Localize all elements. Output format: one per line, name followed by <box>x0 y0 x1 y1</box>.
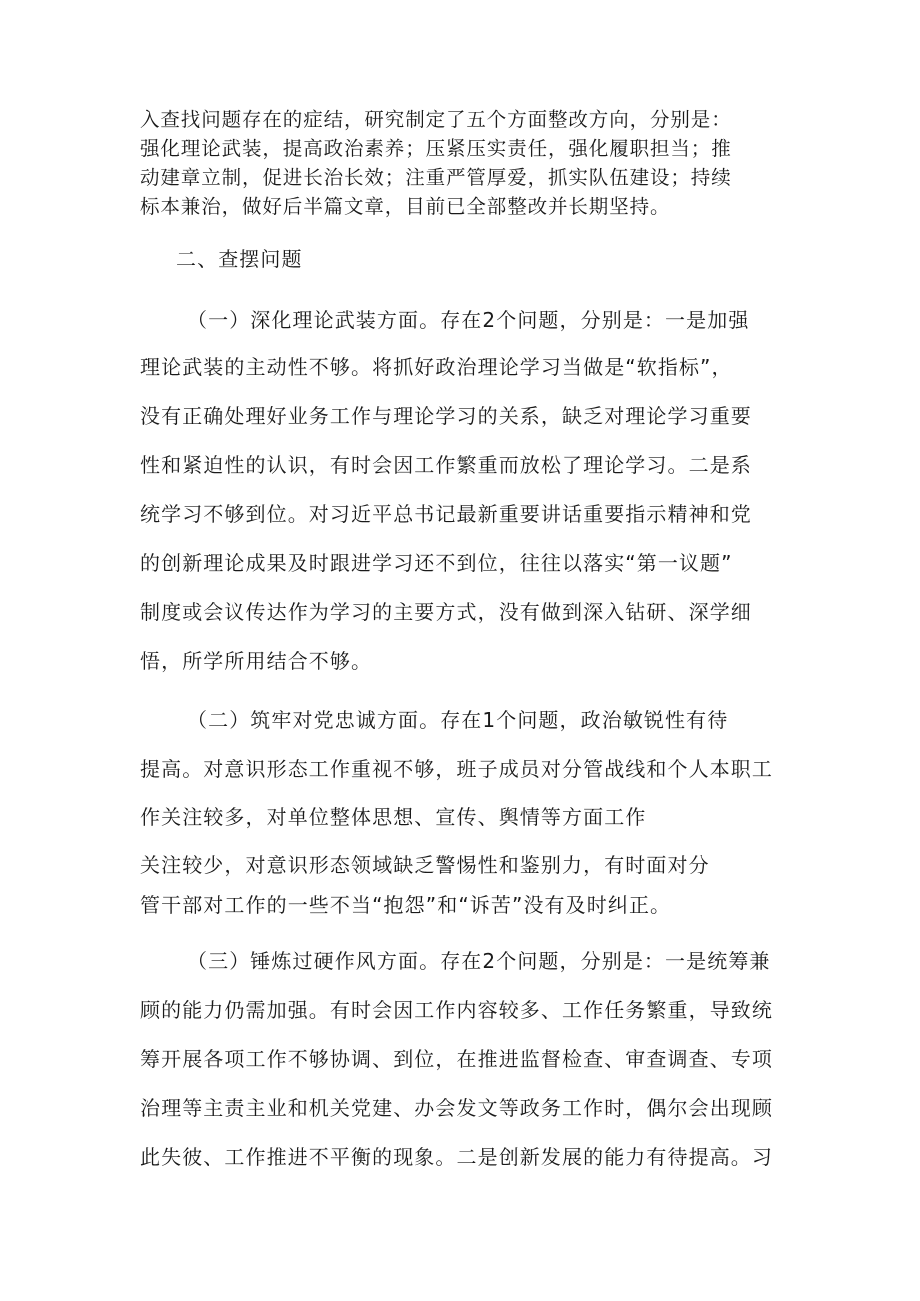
paragraph2-line-1: （二）筑牢对党忠诚方面。存在1个问题，政治敏锐性有待 <box>187 708 729 732</box>
paragraph3-line-4: 治理等主责主业和机关党建、办会发文等政务工作时，偶尔会出现顾 <box>140 1096 773 1120</box>
paragraph1-line-8: 悟，所学所用结合不够。 <box>140 649 373 673</box>
paragraph1-line-3: 没有正确处理好业务工作与理论学习的关系，缺乏对理论学习重要 <box>140 404 752 428</box>
paragraph2-line-2: 提高。对意识形态工作重视不够，班子成员对分管战线和个人本职工 <box>140 757 773 781</box>
intro-line-3: 动建章立制，促进长治长效；注重严管厚爱，抓实队伍建设；持续 <box>140 166 732 189</box>
paragraph3-line-1: （三）锤炼过硬作风方面。存在2个问题，分别是：一是统筹兼 <box>187 949 771 973</box>
paragraph2-line-5: 管干部对工作的一些不当“抱怨”和“诉苦”没有及时纠正。 <box>140 893 672 917</box>
intro-line-4: 标本兼治，做好后半篇文章，目前已全部整改并长期坚持。 <box>140 195 671 218</box>
paragraph3-line-5: 此失彼、工作推进不平衡的现象。二是创新发展的能力有待提高。习 <box>140 1145 773 1169</box>
paragraph1-line-1: （一）深化理论武装方面。存在2个问题，分别是：一是加强 <box>187 308 750 332</box>
paragraph3-line-3: 筹开展各项工作不够协调、到位，在推进监督检查、审查调查、专项 <box>140 1047 773 1071</box>
paragraph2-line-3: 作关注较多，对单位整体思想、宣传、舆情等方面工作 <box>140 805 647 829</box>
section-heading: 二、查摆问题 <box>176 247 303 271</box>
paragraph1-line-5: 统学习不够到位。对习近平总书记最新重要讲话重要指示精神和党 <box>140 502 752 526</box>
intro-line-2: 强化理论武装，提高政治素养；压紧压实责任，强化履职担当；推 <box>140 137 732 160</box>
paragraph2-line-4: 关注较少，对意识形态领域缺乏警惕性和鉴别力，有时面对分 <box>140 853 710 877</box>
paragraph1-line-2: 理论武装的主动性不够。将抓好政治理论学习当做是“软指标”， <box>140 355 733 379</box>
paragraph3-line-2: 顾的能力仍需加强。有时会因工作内容较多、工作任务繁重，导致统 <box>140 998 773 1022</box>
paragraph1-line-7: 制度或会议传达作为学习的主要方式，没有做到深入钻研、深学细 <box>140 600 752 624</box>
paragraph1-line-4: 性和紧迫性的认识，有时会因工作繁重而放松了理论学习。二是系 <box>140 453 752 477</box>
intro-line-1: 入查找问题存在的症结，研究制定了五个方面整改方向，分别是： <box>140 108 732 131</box>
paragraph1-line-6: 的创新理论成果及时跟进学习还不到位，往往以落实“第一议题” <box>140 551 733 575</box>
